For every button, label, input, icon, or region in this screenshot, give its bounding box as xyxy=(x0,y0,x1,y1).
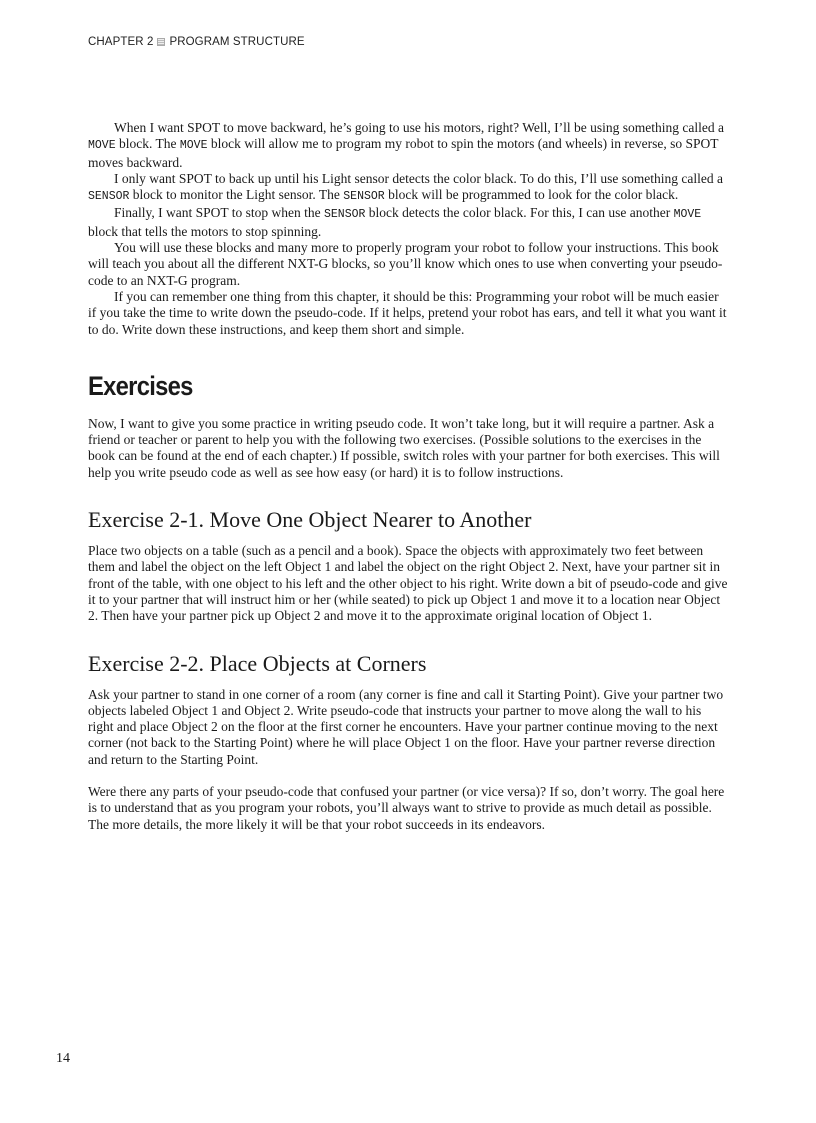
chapter-title: PROGRAM STRUCTURE xyxy=(169,36,305,48)
section-heading: Exercises xyxy=(88,370,193,401)
paragraph: I only want SPOT to back up until his Light sensor detects the color black. To do this, I’ll use something called a SENSOR block to monitor the Light sensor. The SENSOR block will be programmed to look for the color black. xyxy=(88,170,723,204)
code-term: SENSOR xyxy=(88,190,130,204)
code-term: MOVE xyxy=(179,139,208,153)
exercise-heading: Exercise 2-1. Move One Object Nearer to Another xyxy=(88,507,532,533)
paragraph: You will use these blocks and many more to properly program your robot to follow your instructions. This book will teach you about all the different NXT-G blocks, so you’ll know which ones to use when converting your pseudo-code to an NXT-G program. xyxy=(88,240,723,288)
code-term: SENSOR xyxy=(324,208,366,222)
code-term: SENSOR xyxy=(343,190,385,204)
paragraph: Were there any parts of your pseudo-code that confused your partner (or vice versa)? If so, don’t worry. The goal here is to understand that as you program your robots, you’ll always want to strive to provide as much detail as possible. The more details, the more likely it will be that your robot succeeds in its endeavors. xyxy=(88,784,725,832)
paragraph: Now, I want to give you some practice in writing pseudo code. It won’t take long, but it will require a partner. Ask a friend or teacher or parent to help you with the following two exercises. (Possible solutions to the exercises in the book can be found at the end of each chapter.) If possible, switch roles with your partner for both exercises. This will help you write pseudo code as well as see how easy (or hard) it is to follow instructions. xyxy=(88,415,720,480)
exercise-heading: Exercise 2-2. Place Objects at Corners xyxy=(88,650,427,676)
paragraph-gap xyxy=(88,768,730,784)
paragraph: Ask your partner to stand in one corner of a room (any corner is fine and call it Starting Point). Give your partner two objects labeled Object 1 and Object 2. Write pseudo-code that instructs your partner to move along the wall to his right and place Object 2 on the floor at the first corner he encounters. Have your partner continue moving to the next corner (not back to the Starting Point) where he will place Object 1 on the floor. Have your partner reverse direction and return to the Starting Point. xyxy=(88,686,724,767)
code-term: MOVE xyxy=(88,139,116,153)
chapter-label: CHAPTER 2 xyxy=(88,36,154,48)
paragraph: If you can remember one thing from this chapter, it should be this: Programming your robot will be much easier if you take the time to write down the pseudo-code. If it helps, pretend your robot has ears, and tell it what you want it to do. Write down these instructions, and keep them short and simple. xyxy=(88,288,727,337)
paragraph: When I want SPOT to move backward, he’s going to use his motors, right? Well, I’ll be using something called a MOVE block. The MOVE block will allow me to program my robot to spin the motors (and wheels) in reverse, so SPOT moves backward. xyxy=(88,120,724,170)
page-number: 14 xyxy=(56,1051,70,1066)
paragraph: Place two objects on a table (such as a pencil and a book). Space the objects with approximately two feet between them and label the object on the left Object 1 and label the object on the right Object 2. Next, have your partner sit in front of the table, with one object to his left and the other object to his right. Write down a bit of pseudo-code and give it to your partner that will instruct him or her (while seated) to pick up Object 1 and move it to a location near Object 2. Then have your partner pick up Object 2 and move it to the approximate original location of Object 1. xyxy=(88,543,728,624)
code-term: MOVE xyxy=(673,208,702,222)
page-body xyxy=(88,120,730,833)
running-head xyxy=(88,36,305,48)
separator-square-icon xyxy=(157,38,165,46)
paragraph: Finally, I want SPOT to stop when the SENSOR block detects the color black. For this, I can use another MOVE block that tells the motors to stop spinning. xyxy=(88,205,702,239)
